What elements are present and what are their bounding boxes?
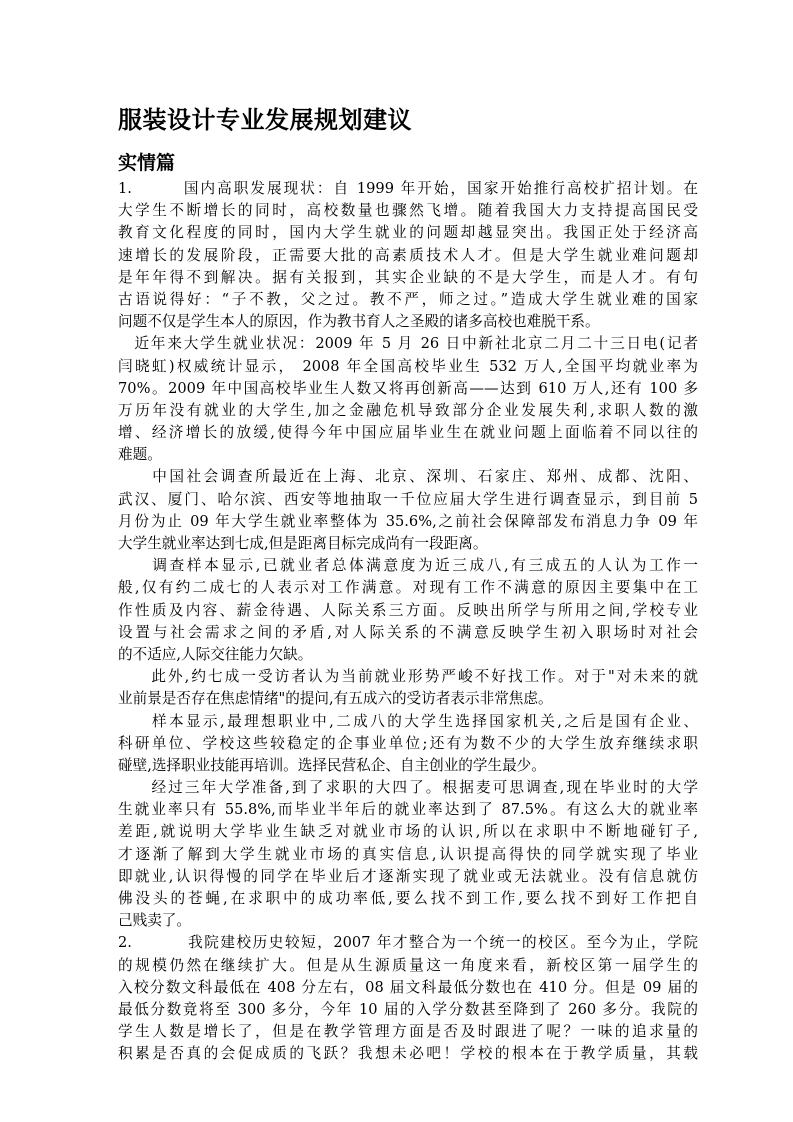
text-line: 2. 我院建校历史较短，2007 年才整合为一个统一的校区。至今为止，学院	[118, 934, 698, 952]
text-line: 近年来大学生就业状况：2009 年 5 月 26 日中新社北京二月二十三日电(记者	[118, 335, 698, 353]
text-line: 速增长的发展阶段，正需要大批的高素质技术人才。但是大学生就业难问题却	[118, 246, 698, 264]
text-line: 差距,就说明大学毕业生缺乏对就业市场的认识,所以在求职中不断地碰钉子,	[118, 823, 698, 841]
text-line: 大学生就业率达到七成,但是距离目标完成尚有一段距离。	[118, 535, 488, 552]
text-line: 般,仅有约二成七的人表示对工作满意。对现有工作不满意的原因主要集中在工	[118, 579, 698, 597]
section-heading: 实情篇	[118, 152, 176, 174]
text-line: 佛没头的苍蝇,在求职中的成功率低,要么找不到工作,要么找不到好工作把自	[118, 890, 698, 907]
text-line: 1. 国内高职发展现状：自 1999 年开始，国家开始推行高校扩招计划。在	[118, 180, 698, 197]
text-line: 碰壁,选择职业技能再培训。选择民营私企、自主创业的学生最少。	[118, 756, 546, 774]
text-line: 此外,约七成一受访者认为当前就业形势严峻不好找工作。对于"对未来的就	[118, 668, 698, 686]
text-line: 增、经济增长的放缓,使得今年中国应届毕业生在就业问题上面临着不同以往的	[118, 424, 698, 442]
text-line: 大学生不断增长的同时，高校数量也骤然飞增。随着我国大力支持提高国民受	[118, 202, 698, 220]
text-line: 难题。	[118, 446, 162, 464]
text-line: 科研单位、学校这些较稳定的企事业单位;还有为数不少的大学生放弃继续求职	[118, 734, 698, 752]
text-line: 古语说得好：“子不教，父之过。教不严，师之过。”造成大学生就业难的国家	[118, 290, 698, 308]
document-title: 服装设计专业发展规划建议	[118, 106, 412, 134]
text-line: 入校分数文科最低在 408 分左右，08 届文科最低分数也在 410 分。但是 09 届的	[118, 978, 698, 996]
text-line: 业前景是否存在焦虑情绪"的提问,有五成六的受访者表示非常焦虑。	[118, 690, 553, 708]
text-line: 中国社会调查所最近在上海、北京、深圳、石家庄、郑州、成都、沈阳、	[118, 468, 698, 486]
text-line: 问题不仅是学生本人的原因，作为教书育人之圣殿的诸多高校也难脱干系。	[118, 313, 600, 331]
text-line: 闫晓虹)权威统计显示， 2008 年全国高校毕业生 532 万人,全国平均就业率为	[118, 357, 698, 375]
text-line: 的不适应,人际交往能力欠缺。	[118, 645, 313, 663]
text-line: 样本显示,最理想职业中,二成八的大学生选择国家机关,之后是国有企业、	[118, 712, 698, 730]
text-line: 调查样本显示,已就业者总体满意度为近三成八,有三成五的人认为工作一	[118, 557, 698, 575]
text-line: 设置与社会需求之间的矛盾,对人际关系的不满意反映学生初入职场时对社会	[118, 623, 698, 641]
text-line: 己贱卖了。	[118, 912, 191, 930]
text-line: 积累是否真的会促成质的飞跃？我想未必吧！学校的根本在于教学质量，其载	[118, 1045, 698, 1063]
text-line: 是年年得不到解决。据有关报到，其实企业缺的不是大学生，而是人才。有句	[118, 268, 698, 286]
text-line: 经过三年大学准备,到了求职的大四了。根据麦可思调查,现在毕业时的大学	[118, 779, 698, 797]
text-line: 生就业率只有 55.8%,而毕业半年后的就业率达到了 87.5%。有这么大的就业率	[118, 801, 698, 819]
text-line: 70%。2009 年中国高校毕业生人数又将再创新高——达到 610 万人,还有 100 多	[118, 379, 698, 397]
text-line: 即就业,认识得慢的同学在毕业后才逐渐实现了就业或无法就业。没有信息就仿	[118, 867, 698, 885]
text-line: 才逐渐了解到大学生就业市场的真实信息,认识提高得快的同学就实现了毕业	[118, 845, 698, 863]
text-line: 月份为止 09 年大学生就业率整体为 35.6%,之前社会保障部发布消息力争 09 年	[118, 512, 698, 530]
text-line: 学生人数是增长了，但是在教学管理方面是否及时跟进了呢？一味的追求量的	[118, 1023, 698, 1041]
text-line: 万历年没有就业的大学生,加之金融危机导致部分企业发展失利,求职人数的激	[118, 401, 698, 419]
text-line: 教育文化程度的同时，国内大学生就业的问题却越显突出。我国正处于经济高	[118, 224, 698, 242]
text-line: 最低分数竟将至 300 多分，今年 10 届的入学分数甚至降到了 260 多分。我院的	[118, 1000, 698, 1018]
text-line: 的规模仍然在继续扩大。但是从生源质量这一角度来看，新校区第一届学生的	[118, 956, 698, 974]
text-line: 作性质及内容、薪金待遇、人际关系三方面。反映出所学与所用之间,学校专业	[118, 601, 698, 619]
text-line: 武汉、厦门、哈尔滨、西安等地抽取一千位应届大学生进行调查显示，到目前 5	[118, 490, 698, 508]
body-text	[118, 178, 698, 1066]
